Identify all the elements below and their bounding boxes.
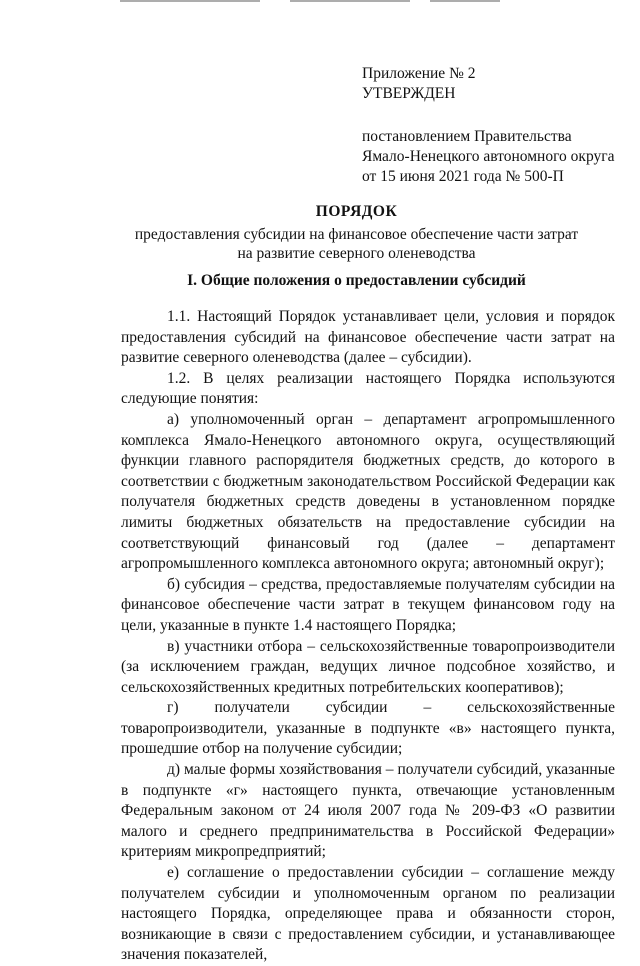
- definition-b: б) субсидия – средства, предоставляемые получателям субсидии на финансовое обеспечение части затрат в текущем финансовом году на цели, указанные в пункте 1.4 настоящего Порядка;: [121, 575, 615, 634]
- definition-d: д) малые формы хозяйствования – получатели субсидий, указанные в подпункте «г» настоящего пункта, отвечающие установленным Федеральным законом от 24 июля 2007 года № 209-ФЗ «О развитии малого и среднего предпринимательства в Российской Федерации» критериям микропредприятий;: [121, 761, 615, 861]
- definition-v: в) участники отбора – сельскохозяйственные товаропроизводители (за исключением граждан, ведущих личное подсобное хозяйство, и сельскохозяйственных кредитных потребительских кооперативов);: [121, 637, 615, 696]
- definition-a: а) уполномоченный орган – департамент агропромышленного комплекса Ямало-Ненецкого автономного округа, осуществляющий функции главного распорядителя бюджетных средств, до которого в соответствии с бюджетным законодательством Российской Федерации как получателя бюджетных средств доведены в установленном порядке лимиты бюджетных обязательств на предоставление субсидии на соответствующий финансовый год (далее – департамент агропромышленного комплекса автономного округа; автономный округ);: [121, 410, 615, 573]
- subtitle-line-1: предоставления субсидии на финансовое обеспечение части затрат: [134, 226, 579, 243]
- definition-g: г) получатели субсидии – сельскохозяйственные товаропроизводители, указанные в подпункте «в» настоящего пункта, прошедшие отбор на получение субсидии;: [121, 699, 615, 758]
- document-title: ПОРЯДОК: [315, 203, 398, 220]
- section-heading: I. Общие положения о предоставлении субсидий: [187, 272, 526, 289]
- document-body: [121, 307, 615, 966]
- scan-artifact: [120, 0, 260, 2]
- decree-line-1: постановлением Правительства: [362, 128, 572, 145]
- appendix-label: Приложение № 2: [362, 65, 476, 82]
- decree-line-2: Ямало-Ненецкого автономного округа: [362, 148, 615, 165]
- paragraph-1-2: 1.2. В целях реализации настоящего Порядка используются следующие понятия:: [121, 369, 615, 408]
- document-subtitle: [0, 225, 640, 263]
- scan-artifact: [430, 0, 500, 2]
- subtitle-line-2: на развитие северного оленеводства: [237, 245, 476, 262]
- approval-block: [362, 64, 614, 187]
- definition-e: е) соглашение о предоставлении субсидии – соглашение между получателем субсидии и уполномоченным органом по реализации настоящего Порядка, определяющее права и обязанности сторон, возникающие в связи с предоставлением субсидии, и устанавливающее значения показателей,: [121, 864, 615, 964]
- scan-artifact: [290, 0, 410, 2]
- paragraph-1-1: 1.1. Настоящий Порядок устанавливает цели, условия и порядок предоставления субсидий на финансовое обеспечение части затрат на развитие северного оленеводства (далее – субсидии).: [121, 308, 615, 367]
- approved-label: УТВЕРЖДЕН: [362, 85, 456, 102]
- decree-line-3: от 15 июня 2021 года № 500-П: [362, 168, 564, 185]
